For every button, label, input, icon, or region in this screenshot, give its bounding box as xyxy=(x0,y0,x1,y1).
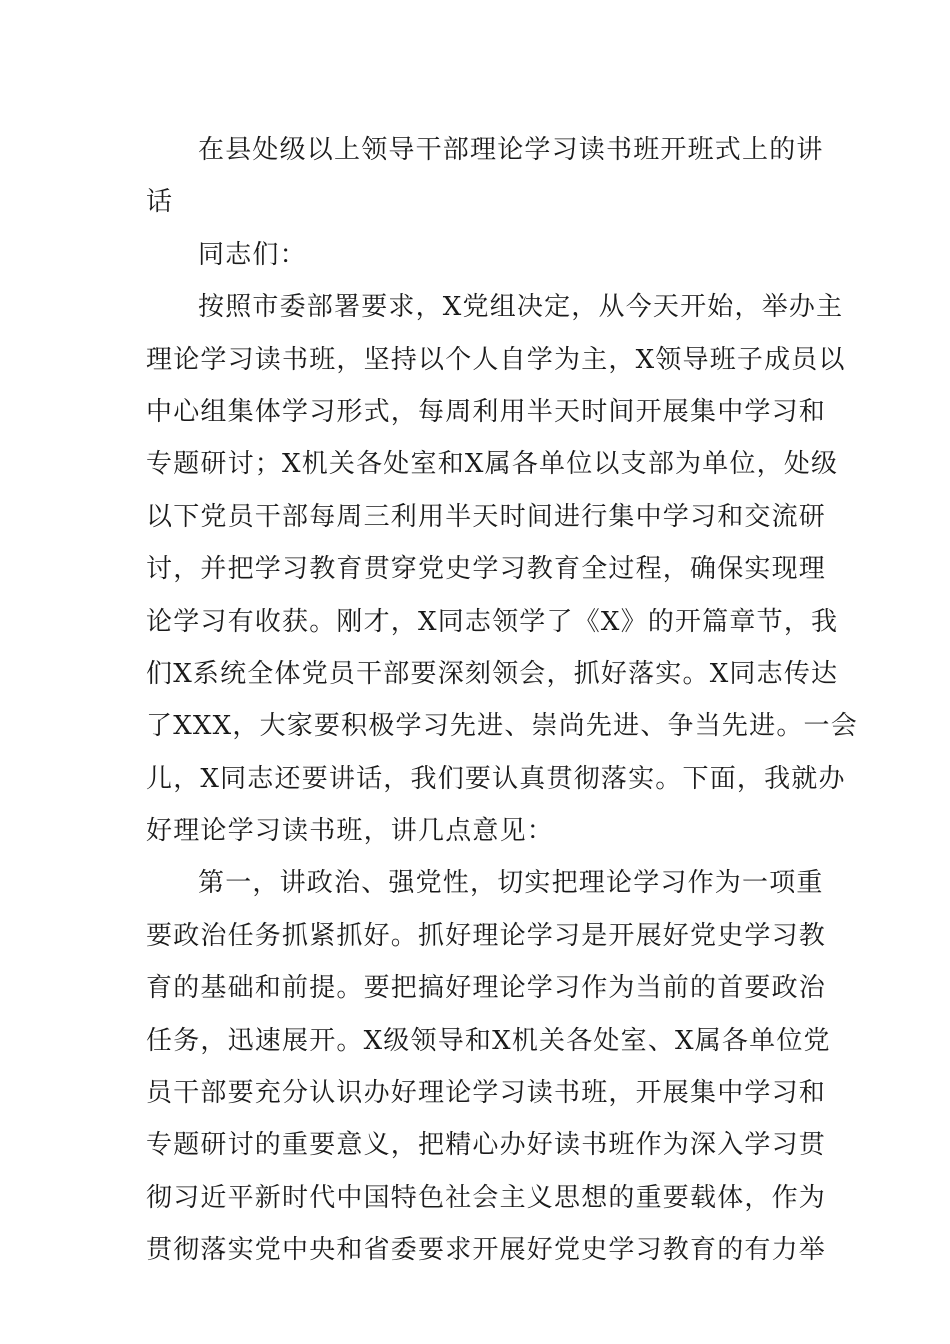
paragraph-line: 贯彻落实党中央和省委要求开展好党史学习教育的有力举 xyxy=(146,1235,827,1266)
title-line: 在县处级以上领导干部理论学习读书班开班式上的讲 xyxy=(198,135,824,165)
paragraph-line: 儿，X同志还要讲话，我们要认真贯彻落实。下面，我就办 xyxy=(146,763,846,794)
paragraph-line: 要政治任务抓紧抓好。抓好理论学习是开展好党史学习教 xyxy=(146,920,827,951)
paragraph-line: 讨，并把学习教育贯穿党史学习教育全过程，确保实现理 xyxy=(146,554,827,585)
paragraph-line: 们X系统全体党员干部要深刻领会，抓好落实。X同志传达 xyxy=(146,658,839,689)
paragraph-line: 育的基础和前提。要把搞好理论学习作为当前的首要政治 xyxy=(146,973,827,1004)
title-line: 话 xyxy=(146,187,174,218)
paragraph-1 xyxy=(146,281,858,857)
paragraph-2 xyxy=(146,857,831,1276)
salutation: 同志们： xyxy=(198,239,307,270)
paragraph-line: 中心组集体学习形式，每周利用半天时间开展集中学习和 xyxy=(146,396,827,427)
paragraph-line: 彻习近平新时代中国特色社会主义思想的重要载体，作为 xyxy=(146,1182,827,1213)
paragraph-line: 按照市委部署要求，X党组决定，从今天开始，举办主 xyxy=(198,292,844,323)
paragraph-line: 论学习有收获。刚才，X同志领学了《X》的开篇章节，我 xyxy=(146,606,839,637)
paragraph-line: 员干部要充分认识办好理论学习读书班，开展集中学习和 xyxy=(146,1078,827,1109)
document-body xyxy=(146,124,858,1277)
paragraph-line: 好理论学习读书班，讲几点意见： xyxy=(146,816,555,847)
paragraph-line: 理论学习读书班，坚持以个人自学为主，X领导班子成员以 xyxy=(146,344,846,375)
paragraph-line: 第一，讲政治、强党性，切实把理论学习作为一项重 xyxy=(198,868,824,899)
paragraph-line: 专题研讨的重要意义，把精心办好读书班作为深入学习贯 xyxy=(146,1130,827,1161)
paragraph-line: 以下党员干部每周三利用半天时间进行集中学习和交流研 xyxy=(146,501,827,532)
paragraph-line: 了XXX，大家要积极学习先进、崇尚先进、争当先进。一会 xyxy=(146,711,858,742)
document-title xyxy=(146,124,824,229)
paragraph-line: 任务，迅速展开。X级领导和X机关各处室、X属各单位党 xyxy=(146,1025,831,1056)
paragraph-line: 专题研讨；X机关各处室和X属各单位以支部为单位，处级 xyxy=(146,449,839,480)
